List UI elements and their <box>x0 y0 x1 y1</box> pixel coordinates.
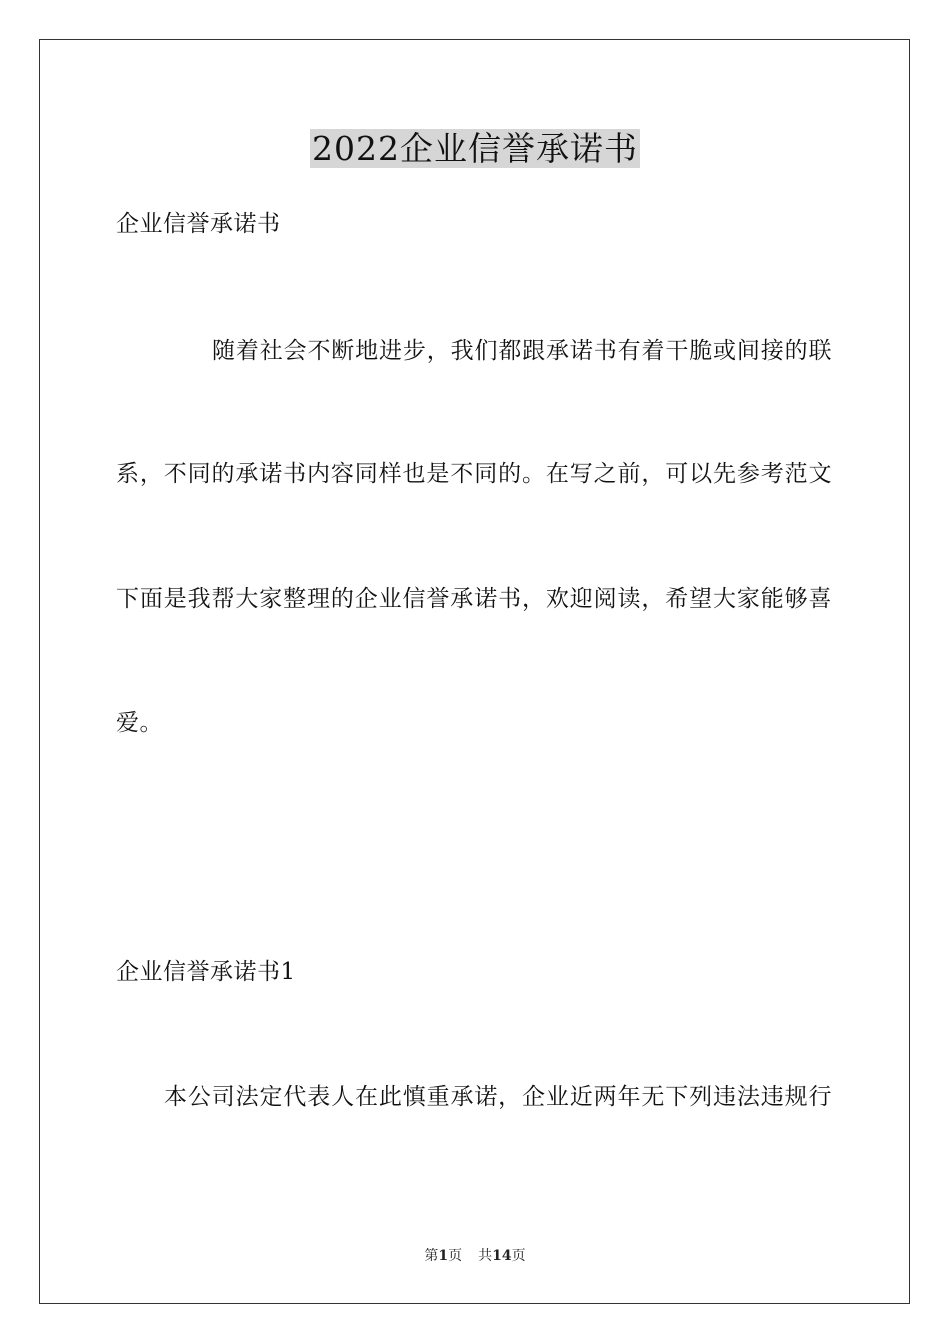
document-title <box>0 126 950 172</box>
section-heading: 企业信誉承诺书1 <box>116 959 296 985</box>
document-title-text: 2022企业信誉承诺书 <box>312 129 638 168</box>
intro-paragraph-line-3: 下面是我帮大家整理的企业信誉承诺书，欢迎阅读，希望大家能够喜 <box>116 586 832 612</box>
page-number-suffix: 页 <box>448 1248 463 1264</box>
document-subtitle: 企业信誉承诺书 <box>116 211 281 237</box>
intro-paragraph-line-4: 爱。 <box>116 710 163 736</box>
section-paragraph-line-1: 本公司法定代表人在此慎重承诺，企业近两年无下列违法违规行 <box>164 1084 832 1110</box>
page-footer <box>0 1246 950 1266</box>
page-number-prefix: 第 <box>424 1248 439 1264</box>
total-pages-suffix: 页 <box>511 1248 526 1264</box>
total-pages: 14 <box>492 1248 512 1264</box>
intro-paragraph-line-2: 系，不同的承诺书内容同样也是不同的。在写之前，可以先参考范文 <box>116 461 832 487</box>
page-number: 1 <box>438 1248 449 1264</box>
intro-paragraph-line-1: 随着社会不断地进步，我们都跟承诺书有着干脆或间接的联 <box>212 338 832 364</box>
total-pages-prefix: 共 <box>478 1248 493 1264</box>
